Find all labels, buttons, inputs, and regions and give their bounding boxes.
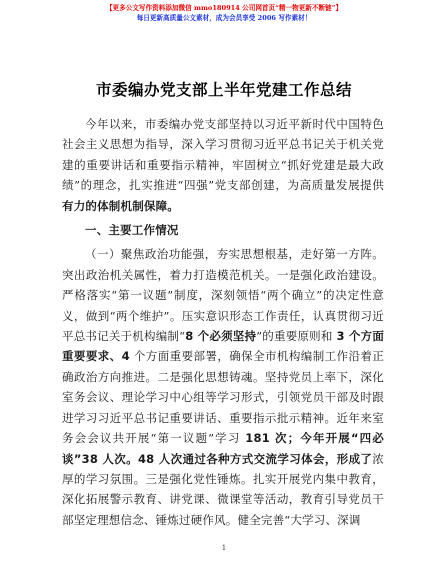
section-heading: 一、主要工作情况 [85, 223, 179, 238]
para-bold-3: 181 次；今年开展“四必谈”38 人次。48 人次通过各种方式交流学习体会，形成了 [62, 431, 384, 466]
page-title: 市委编办党支部上半年党建工作总结 [95, 81, 352, 99]
para-bold-2: 3 个方面重要要求、4 [62, 329, 385, 364]
para-bold-1: 8 个必须坚持 [185, 329, 257, 344]
para-text-2: ”的重要原则和 [256, 329, 337, 344]
para-text-3: 个方面重要部署，确保全市机构编制工作沿着正确政治方向推进。二是强化思想铸魂。坚持党员上率下，深化室务会议、理论学习中心组等学习形式，引领党员干部及时跟进学习习近平总书记重要讲话、重要指示批示精神。近年来室务会会议共开展“第一议题”学习 [62, 349, 384, 446]
intro-paragraph [62, 114, 384, 216]
intro-bold-text: 有力的体制机制保障。 [62, 198, 179, 213]
promo-banner-line1: 【更多公文写作资料添加微信 mmo180914 公司网首页“精一物更新不断链”】 [105, 4, 343, 12]
section-paragraph [62, 244, 384, 530]
page-number: 1 [221, 544, 227, 552]
document-body [62, 114, 384, 530]
para-text-1: （一）聚焦政治功能强，夯实思想根基，走好第一方阵。突出政治机关属性，着力打造模范机关。一是强化政治建设。严格落实“第一议题”制度，深刻领悟“两个确立”的决定性意义，做到“两个维护”。压实意识形态工作责任，认真贯彻习近平总书记关于机构编制“ [62, 247, 384, 344]
para-text-4: 浓厚的学习氛围。三是强化党性锤炼。扎实开展党内集中教育，深化拓展警示教育、讲党课、微课堂等活动，教育引导党员干部坚定理想信念、锤炼过硬作风。健全完善“大学习、深调 [62, 451, 384, 527]
promo-banner-line2: 每日更新高质量公文素材，成为会员享受 2006 写作素材！ [136, 14, 312, 22]
intro-text: 今年以来，市委编办党支部坚持以习近平新时代中国特色社会主义思想为指导，深入学习贯彻习近平总书记关于机关党建的重要讲话和重要指示精神，牢固树立“抓好党建是最大政绩”的理念，扎实推进“四强”党支部创建，为高质量发展提供 [62, 117, 384, 193]
